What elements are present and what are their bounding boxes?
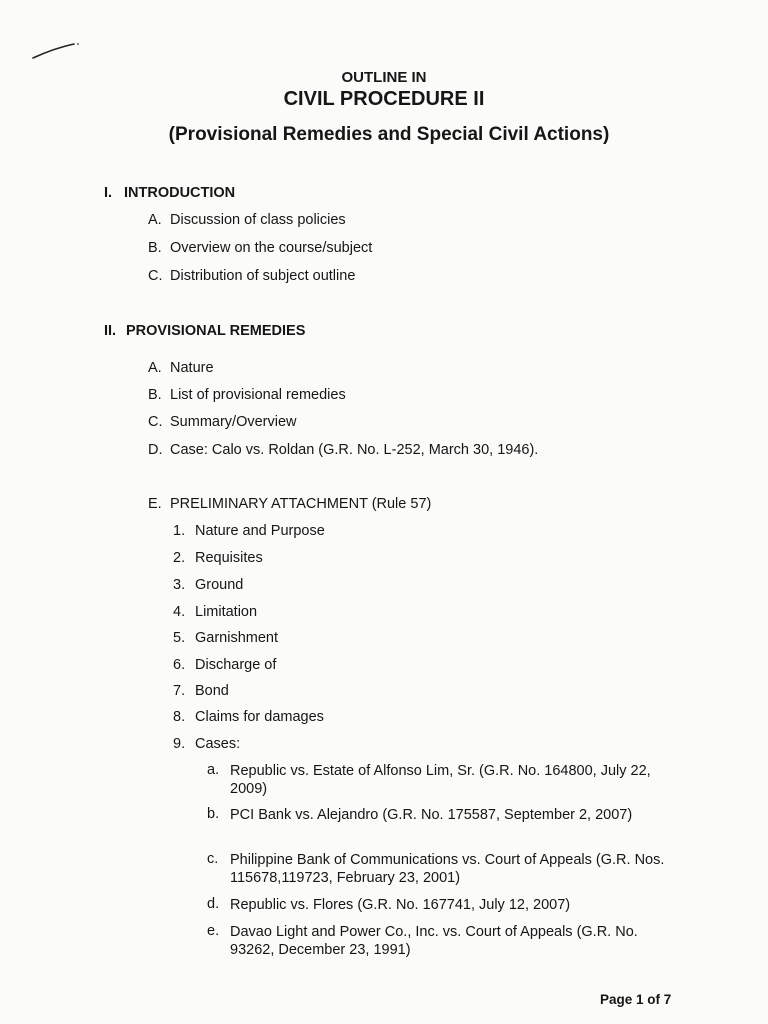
case-citation: PCI Bank vs. Alejandro (G.R. No. 175587, September 2, 2007)	[230, 807, 633, 823]
subsection-heading-preliminary-attachment: E. PRELIMINARY ATTACHMENT (Rule 57)	[148, 496, 432, 512]
list-item: C. Distribution of subject outline	[148, 268, 356, 284]
case-citation: Philippine Bank of Communications vs. Court of Appeals (G.R. Nos. 115678,119723, February 23, 2001)	[230, 852, 665, 886]
list-item: 3. Ground	[173, 577, 244, 593]
title-line-1: OUTLINE IN	[341, 69, 427, 86]
list-item: 9. Cases:	[173, 736, 241, 752]
list-item: A. Nature	[148, 360, 214, 376]
list-item: B. List of provisional remedies	[148, 387, 346, 403]
list-item: C. Summary/Overview	[148, 414, 297, 430]
list-item: B. Overview on the course/subject	[148, 240, 373, 256]
list-item: 7. Bond	[173, 683, 229, 699]
case-citation: Republic vs. Estate of Alfonso Lim, Sr. (G.R. No. 164800, July 22, 2009)	[230, 763, 651, 797]
list-item: 5. Garnishment	[173, 630, 279, 646]
case-label: e.	[207, 923, 220, 939]
case-citation: Republic vs. Flores (G.R. No. 167741, July 12, 2007)	[230, 897, 571, 913]
title-line-2: CIVIL PROCEDURE II	[283, 88, 485, 110]
case-label: b.	[207, 806, 220, 822]
case-label: c.	[207, 851, 219, 867]
list-item: 4. Limitation	[173, 604, 258, 620]
section-heading-provisional-remedies: II. PROVISIONAL REMEDIES	[104, 323, 306, 339]
case-label: a.	[207, 762, 220, 778]
section-heading-introduction: I. INTRODUCTION	[104, 185, 236, 201]
pen-stroke-mark	[30, 38, 82, 64]
list-item: D. Case: Calo vs. Roldan (G.R. No. L-252, March 30, 1946).	[148, 442, 539, 458]
list-item: 6. Discharge of	[173, 657, 277, 673]
title-line-3: (Provisional Remedies and Special Civil Actions)	[168, 124, 610, 145]
case-label: d.	[207, 896, 220, 912]
list-item: A. Discussion of class policies	[148, 212, 346, 228]
page-number: Page 1 of 7	[600, 992, 672, 1007]
list-item: 1. Nature and Purpose	[173, 523, 325, 539]
list-item: 2. Requisites	[173, 550, 263, 566]
case-citation: Davao Light and Power Co., Inc. vs. Court of Appeals (G.R. No. 93262, December 23, 1991)	[230, 924, 638, 958]
list-item: 8. Claims for damages	[173, 709, 324, 725]
